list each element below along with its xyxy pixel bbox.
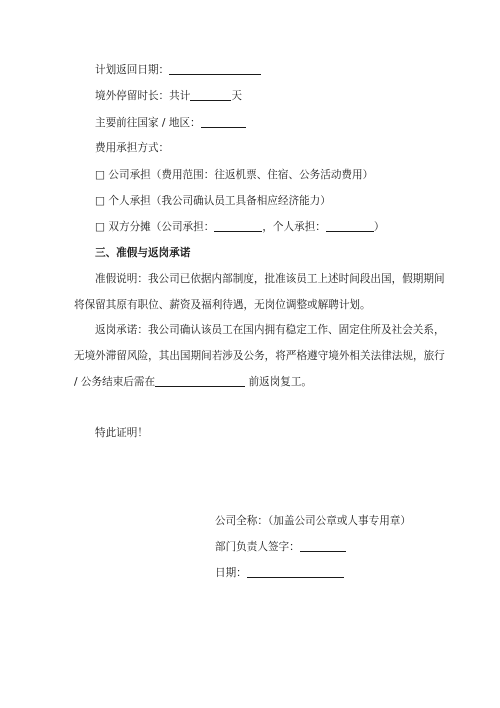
return-pledge-prefix: / 公务结束后需在 (74, 376, 156, 388)
option-personal: □ 个人承担（我公司确认员工具备相应经济能力） (95, 195, 331, 207)
leave-note-line1: 准假说明：我公司已依据内部制度，批准该员工上述时间段出国，假期期间 (95, 273, 445, 285)
company-share-blank (214, 220, 262, 232)
manager-sign-blank (300, 540, 346, 552)
stay-duration-prefix: 境外停留时长：共计 (95, 90, 191, 102)
closing-text: 特此证明！ (95, 427, 148, 439)
return-deadline-blank (155, 375, 245, 387)
stay-days-blank (190, 89, 231, 101)
return-pledge-line1: 返岗承诺：我公司确认该员工在国内拥有稳定工作、固定住所及社会关系， (95, 324, 445, 336)
destination-label: 主要前往国家 / 地区： (95, 117, 201, 129)
destination-blank (201, 116, 246, 128)
company-name-line: 公司全称：（加盖公司公章或人事专用章） (215, 515, 411, 527)
date-label: 日期： (215, 567, 247, 579)
return-pledge-line3 (74, 375, 312, 389)
option-company: □ 公司承担（费用范围：往返机票、住宿、公务活动费用） (95, 169, 374, 181)
shared-mid: ，个人承担： (262, 221, 326, 233)
date-blank (247, 566, 344, 578)
return-date-label: 计划返回日期： (95, 64, 170, 76)
date-line (215, 566, 344, 580)
section3-title: 三、准假与返岗承诺 (95, 247, 191, 259)
return-pledge-line2: 无境外滞留风险，其出国期间若涉及公务，将严格遵守境外相关法律法规，旅行 (74, 350, 445, 362)
return-date-blank (169, 63, 261, 75)
destination-line (95, 116, 246, 130)
stay-duration-line (95, 89, 242, 103)
option-shared (95, 220, 384, 234)
return-pledge-suffix: 前返岗复工。 (248, 376, 313, 388)
shared-prefix: □ 双方分摊（公司承担： (95, 221, 215, 233)
expense-label: 费用承担方式： (95, 142, 170, 154)
return-date-line (95, 63, 261, 77)
manager-sign-label: 部门负责人签字： (215, 541, 300, 553)
leave-note-line2: 将保留其原有职位、薪资及福利待遇，无岗位调整或解聘计划。 (74, 299, 371, 311)
stay-duration-suffix: 天 (231, 90, 242, 102)
manager-sign-line (215, 540, 346, 554)
shared-suffix: ） (373, 221, 385, 233)
personal-share-blank (326, 220, 374, 232)
